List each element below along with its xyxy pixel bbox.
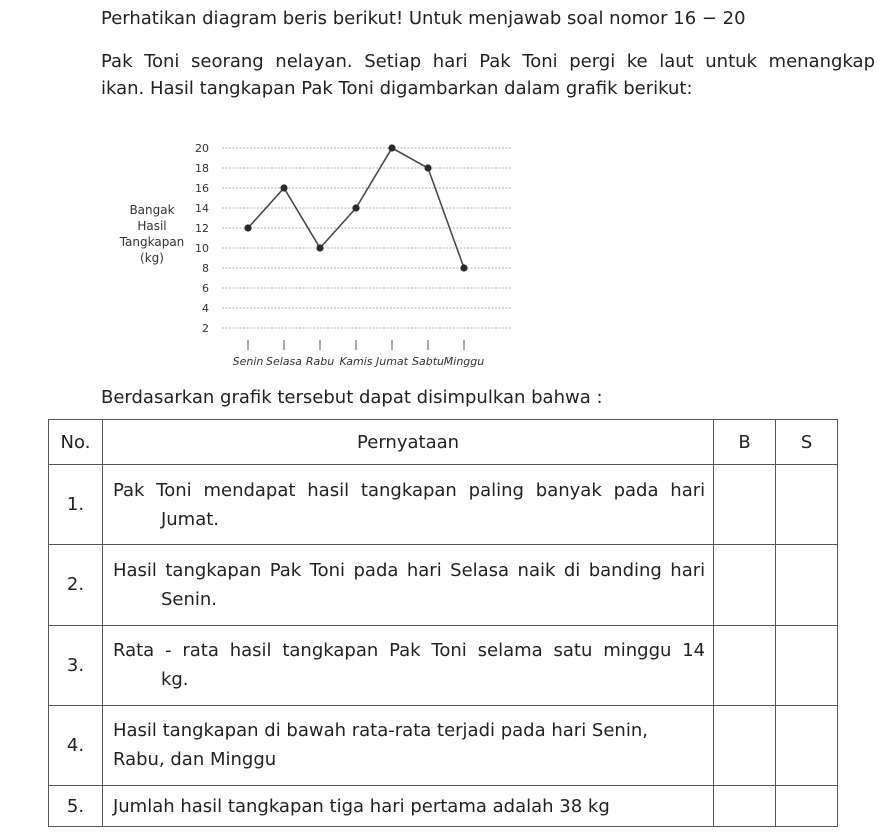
answer-b-cell[interactable] [714,705,776,785]
row-number: 1. [49,465,103,545]
story-line-2: ikan. Hasil tangkapan Pak Toni digambarkan dalam grafik berikut: [101,78,693,99]
statement-cell [102,705,713,785]
y-tick-label: 18 [195,162,209,175]
x-tick-label: Selasa [265,355,303,368]
answer-b-cell[interactable] [714,625,776,705]
y-axis-label-line: Hasil [137,219,167,233]
table-row [49,545,838,625]
y-tick-label: 8 [202,262,209,275]
y-tick-label: 14 [195,202,209,215]
statement-cell [102,545,713,625]
x-tick-label: Sabtu [412,355,444,368]
y-axis-label [119,203,185,265]
table-row [49,786,838,827]
header-no: No. [49,420,103,465]
answer-s-cell[interactable] [776,705,838,785]
data-point [244,224,251,231]
statement-line-2: Senin. [160,588,217,610]
x-tick-label: Rabu [305,355,335,368]
story-line-1: Pak Toni seorang nelayan. Setiap hari Pak Toni pergi ke laut untuk menangkap [101,51,875,72]
y-tick-label: 4 [202,302,209,315]
story-paragraph [101,48,875,102]
header-statement: Pernyataan [102,420,713,465]
data-point [460,264,467,271]
x-tick-label: Kamis [339,355,373,368]
table-row [49,625,838,705]
instruction-text: Perhatikan diagram beris berikut! Untuk menjawab soal nomor 16 − 20 [101,8,746,29]
answer-s-cell[interactable] [776,786,838,827]
statement-line-2: Rabu, dan Minggu [112,749,277,771]
row-number: 5. [49,786,103,827]
answer-b-cell[interactable] [714,465,776,545]
catch-line-chart [108,118,528,380]
statement-line-2: kg. [160,669,189,691]
table-row [49,465,838,545]
table-header-row [49,420,838,465]
x-tick-label: Senin [232,355,264,368]
statement-table [48,419,838,827]
grid-lines [222,148,512,328]
row-number: 4. [49,705,103,785]
statement-line-1: Hasil tangkapan Pak Toni pada hari Selasa naik di banding hari [112,559,706,581]
answer-s-cell[interactable] [776,545,838,625]
answer-s-cell[interactable] [776,465,838,545]
statement-cell [102,465,713,545]
y-tick-label: 2 [202,322,209,335]
header-b: B [714,420,776,465]
y-tick-labels [195,142,209,335]
x-tick-marks [248,340,464,350]
y-tick-label: 16 [195,182,209,195]
table-row [49,705,838,785]
x-tick-labels [233,355,485,368]
row-number: 2. [49,545,103,625]
statement-cell [102,786,713,827]
x-tick-label: Minggu [443,355,485,368]
statement-line-1: Jumlah hasil tangkapan tiga hari pertama adalah 38 kg [112,795,610,817]
statement-line-1: Hasil tangkapan di bawah rata-rata terjadi pada hari Senin, [112,720,648,742]
answer-b-cell[interactable] [714,786,776,827]
y-tick-label: 20 [195,142,209,155]
answer-b-cell[interactable] [714,545,776,625]
data-point [388,144,395,151]
statement-line-1: Rata - rata hasil tangkapan Pak Toni selama satu minggu 14 [112,640,706,662]
y-tick-label: 6 [202,282,209,295]
header-s: S [776,420,838,465]
y-tick-label: 10 [195,242,209,255]
data-series [244,144,467,271]
statement-line-2: Jumat. [160,508,220,530]
y-tick-label: 12 [195,222,209,235]
y-axis-label-line: Bangak [129,203,175,217]
conclusion-text: Berdasarkan grafik tersebut dapat disimpulkan bahwa : [101,387,603,408]
row-number: 3. [49,625,103,705]
x-tick-label: Jumat [376,355,408,368]
y-axis-label-line: (kg) [140,251,164,265]
y-axis-label-line: Tangkapan [119,235,185,249]
statement-cell [102,625,713,705]
data-point [280,184,287,191]
statement-line-1: Pak Toni mendapat hasil tangkapan paling banyak pada hari [112,479,706,501]
data-point [352,204,359,211]
data-point [316,244,323,251]
answer-s-cell[interactable] [776,625,838,705]
data-point [424,164,431,171]
